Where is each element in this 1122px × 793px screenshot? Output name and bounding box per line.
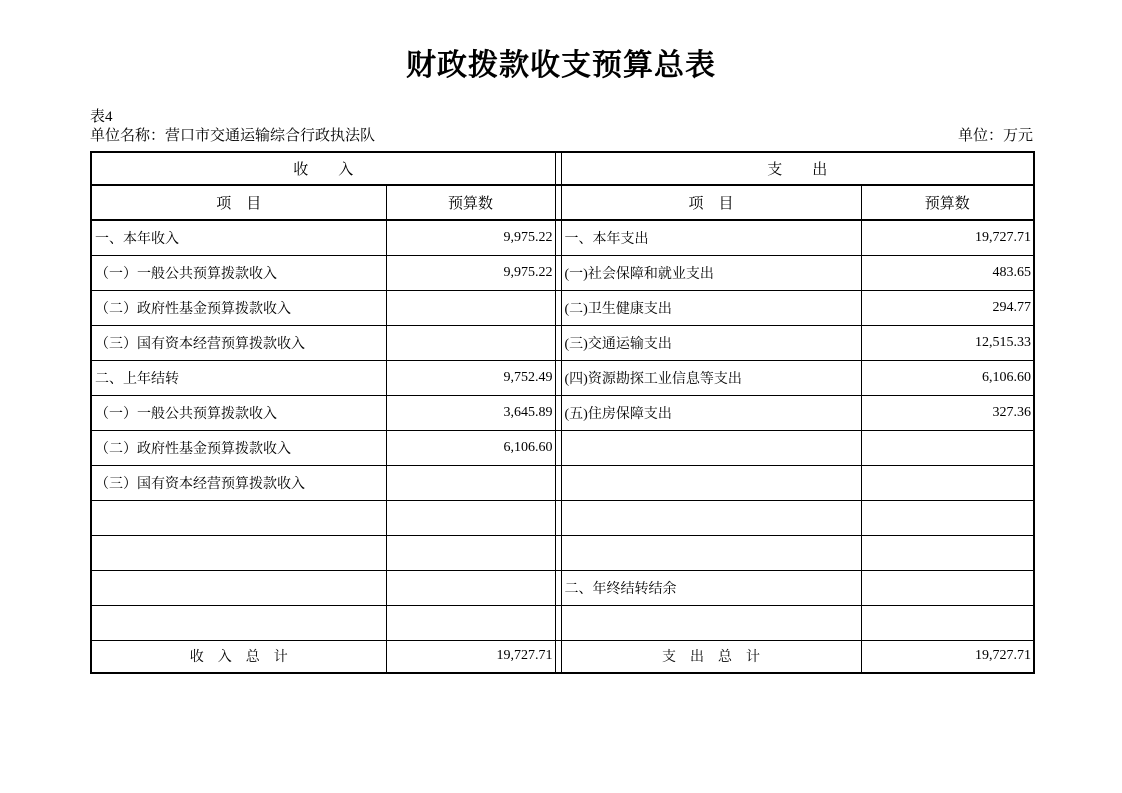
income-item-column-header: 项 目 xyxy=(91,185,386,220)
income-value-cell: 9,975.22 xyxy=(386,255,555,290)
expense-item-column-header: 项 目 xyxy=(561,185,861,220)
table-row xyxy=(91,465,1034,500)
expense-item-cell: (二)卫生健康支出 xyxy=(561,290,861,325)
table-row xyxy=(91,290,1034,325)
expense-value-cell xyxy=(861,500,1034,535)
income-value-cell: 3,645.89 xyxy=(386,395,555,430)
income-item-cell: （二）政府性基金预算拨款收入 xyxy=(91,430,386,465)
expense-value-cell: 19,727.71 xyxy=(861,220,1034,255)
table-row xyxy=(91,395,1034,430)
expense-item-cell xyxy=(561,535,861,570)
section-header-row xyxy=(91,152,1034,185)
expense-item-cell xyxy=(561,430,861,465)
income-value-cell xyxy=(386,535,555,570)
expense-value-cell xyxy=(861,535,1034,570)
table-row xyxy=(91,570,1034,605)
income-item-cell: （二）政府性基金预算拨款收入 xyxy=(91,290,386,325)
expense-item-cell xyxy=(561,465,861,500)
income-item-cell: 二、上年结转 xyxy=(91,360,386,395)
expense-value-cell xyxy=(861,430,1034,465)
expense-value-cell: 6,106.60 xyxy=(861,360,1034,395)
table-row xyxy=(91,535,1034,570)
income-value-cell xyxy=(386,325,555,360)
income-item-cell: 一、本年收入 xyxy=(91,220,386,255)
expense-item-cell xyxy=(561,500,861,535)
table-row xyxy=(91,500,1034,535)
expense-item-cell: 二、年终结转结余 xyxy=(561,570,861,605)
income-item-cell: （一）一般公共预算拨款收入 xyxy=(91,395,386,430)
table-number: 表4 xyxy=(90,109,113,125)
income-section-header: 收 入 xyxy=(91,152,555,185)
income-value-cell: 6,106.60 xyxy=(386,430,555,465)
table-row xyxy=(91,430,1034,465)
expense-item-cell: 一、本年支出 xyxy=(561,220,861,255)
unit-name-label: 单位名称：营口市交通运输综合行政执法队 xyxy=(90,128,376,144)
meta-line xyxy=(90,124,1033,145)
income-value-cell: 9,975.22 xyxy=(386,220,555,255)
income-value-cell xyxy=(386,500,555,535)
expense-value-cell xyxy=(861,605,1034,640)
income-value-cell xyxy=(386,290,555,325)
column-header-row xyxy=(91,185,1034,220)
table-row xyxy=(91,325,1034,360)
expense-value-cell: 483.65 xyxy=(861,255,1034,290)
table-row xyxy=(91,605,1034,640)
income-budget-column-header: 预算数 xyxy=(386,185,555,220)
expense-item-cell: (四)资源勘探工业信息等支出 xyxy=(561,360,861,395)
table-row xyxy=(91,360,1034,395)
expense-section-header: 支 出 xyxy=(561,152,1034,185)
expense-value-cell: 294.77 xyxy=(861,290,1034,325)
income-item-cell: （三）国有资本经营预算拨款收入 xyxy=(91,325,386,360)
income-value-cell xyxy=(386,605,555,640)
income-value-cell xyxy=(386,570,555,605)
expense-total-value: 19,727.71 xyxy=(861,640,1034,673)
income-item-cell: （三）国有资本经营预算拨款收入 xyxy=(91,465,386,500)
expense-item-cell: (三)交通运输支出 xyxy=(561,325,861,360)
income-value-cell: 9,752.49 xyxy=(386,360,555,395)
income-item-cell xyxy=(91,570,386,605)
expense-value-cell: 327.36 xyxy=(861,395,1034,430)
income-item-cell xyxy=(91,605,386,640)
expense-item-cell xyxy=(561,605,861,640)
table-row xyxy=(91,255,1034,290)
table-row xyxy=(91,220,1034,255)
expense-item-cell: (一)社会保障和就业支出 xyxy=(561,255,861,290)
income-total-label: 收 入 总 计 xyxy=(91,640,386,673)
income-item-cell: （一）一般公共预算拨款收入 xyxy=(91,255,386,290)
page-title: 财政拨款收支预算总表 xyxy=(406,49,716,82)
total-row xyxy=(91,640,1034,673)
income-value-cell xyxy=(386,465,555,500)
expense-budget-column-header: 预算数 xyxy=(861,185,1034,220)
income-item-cell xyxy=(91,535,386,570)
expense-value-cell xyxy=(861,465,1034,500)
income-item-cell xyxy=(91,500,386,535)
expense-value-cell xyxy=(861,570,1034,605)
budget-table xyxy=(90,151,1035,674)
expense-value-cell: 12,515.33 xyxy=(861,325,1034,360)
expense-item-cell: (五)住房保障支出 xyxy=(561,395,861,430)
income-total-value: 19,727.71 xyxy=(386,640,555,673)
expense-total-label: 支 出 总 计 xyxy=(561,640,861,673)
unit-measure-label: 单位：万元 xyxy=(957,128,1033,144)
